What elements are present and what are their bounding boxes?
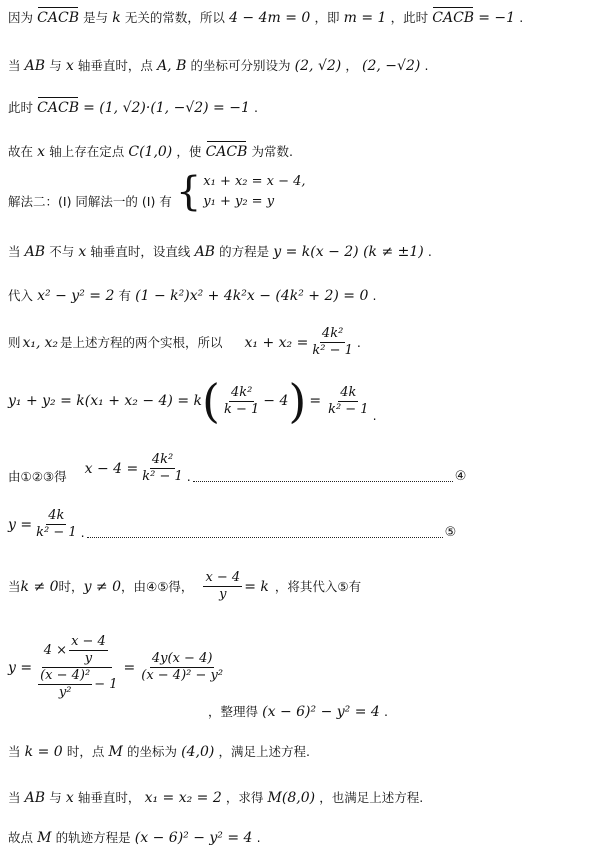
text: 当 (8, 744, 21, 759)
text: 与 (49, 58, 62, 73)
condition: k = 0 (24, 744, 63, 760)
vector-ca-cb: CACB (432, 10, 475, 26)
equation-rhs: = k (244, 578, 269, 595)
numerator: 4k² (230, 384, 253, 400)
math-ab: AB (24, 58, 46, 74)
denominator (34, 668, 119, 701)
denominator: k² − 1 (36, 525, 77, 540)
text: . (186, 469, 191, 484)
text: 与 (49, 790, 62, 805)
math-k: k (112, 10, 121, 26)
equation: m = 1 (343, 10, 387, 26)
paren-close: ) (288, 374, 307, 428)
text: 则 (8, 334, 21, 350)
text: . (356, 334, 361, 350)
text: ，由④⑤得， (121, 578, 194, 594)
inner-numerator: (x − 4)² (40, 668, 91, 683)
numerator: 4k² (151, 452, 174, 467)
equation-lhs: y = (8, 659, 33, 676)
numerator: x − 4 (205, 570, 241, 585)
coordinate: (4,0) (181, 744, 215, 760)
text: 是上述方程的两个实根，所以 (60, 334, 223, 350)
text: 时，点 (66, 744, 105, 759)
text: 代入 (8, 288, 34, 303)
text: . (519, 10, 524, 25)
line-13 (8, 634, 227, 701)
equation-lhs: y = (8, 516, 33, 533)
text: ，整理得 (208, 704, 259, 719)
text: ，满足上述方程. (218, 744, 310, 759)
text: . (427, 244, 432, 259)
inner-denominator: y² (58, 685, 72, 700)
paren-open: ( (202, 374, 220, 428)
point-m: M(8,0) (267, 790, 316, 806)
text: 因为 (8, 10, 34, 25)
dotted-leader (193, 471, 453, 482)
denominator: k − 1 (223, 401, 260, 417)
fraction (140, 452, 185, 485)
text: 的坐标可分别设为 (190, 58, 291, 73)
line-5 (8, 169, 306, 215)
math-x: x (37, 144, 46, 160)
denominator: k² − 1 (328, 401, 369, 417)
point-m: M (108, 744, 123, 760)
text: 由①②③得 (8, 469, 67, 484)
line-6 (8, 244, 432, 261)
equation: (x − 6)² − y² = 4 (134, 830, 253, 846)
equation: (1 − k²)x² + 4k²x − (4k² + 2) = 0 (135, 288, 369, 304)
equation: 4 − 4m = 0 (229, 10, 311, 26)
equation: = (1, √2)·(1, −√2) = −1 (83, 100, 250, 116)
numerator (42, 634, 112, 668)
text: 的坐标为 (126, 744, 177, 759)
math-term: − 4 (263, 393, 289, 409)
text: 有 (118, 288, 132, 303)
math-x1: x₁, (22, 334, 41, 351)
fraction (222, 385, 261, 418)
math-points: A, B (157, 58, 187, 74)
point-c: C(1,0) (128, 144, 173, 160)
text: 当 (8, 578, 21, 594)
text: 是与 (83, 10, 109, 25)
line-16 (8, 830, 261, 847)
denominator: k² − 1 (312, 343, 353, 358)
fraction (310, 326, 355, 359)
text: . (383, 704, 388, 719)
equation-marker: ④ (454, 469, 467, 484)
denominator: k² − 1 (142, 469, 183, 484)
text: 当 (8, 244, 21, 259)
equation: y = k(x − 2) (k ≠ ±1) (273, 244, 424, 260)
numerator: 4k² (321, 326, 344, 341)
line-4 (8, 144, 293, 161)
inner-denominator: y (84, 651, 93, 666)
system-row: x₁ + x₂ = x − 4, (203, 174, 306, 189)
numerator-coefficient: 4 × (43, 642, 68, 658)
text: 当 (8, 790, 21, 805)
fraction (203, 570, 242, 603)
text: 的方程是 (219, 244, 270, 259)
text: 为常数. (251, 144, 294, 159)
text: . (256, 830, 261, 845)
line-1 (8, 10, 523, 27)
math-x: x (78, 244, 87, 260)
equation: x₁ = x₂ = 2 (144, 790, 222, 806)
inner-fraction (38, 668, 92, 701)
line-2 (8, 58, 428, 75)
equation-marker: ⑤ (444, 525, 457, 540)
text: 轴垂直时，点 (77, 58, 153, 73)
text: 故在 (8, 144, 34, 159)
equation-lhs: x₁ + x₂ = (244, 334, 309, 351)
equation-lhs: x − 4 = (84, 460, 139, 477)
text: 轴垂直时，设直线 (90, 244, 191, 259)
numerator: 4k (340, 384, 357, 400)
text: 轴上存在定点 (49, 144, 125, 159)
math-x: x (65, 790, 74, 806)
math-ab: AB (24, 790, 46, 806)
text: . (80, 525, 85, 540)
text: . (254, 100, 258, 115)
equation: (x − 6)² − y² = 4 (262, 704, 380, 720)
text: . (424, 58, 429, 73)
denominator-tail: − 1 (94, 676, 118, 692)
coordinate: (2, √2) (294, 58, 342, 74)
line-15 (8, 790, 423, 807)
line-7 (8, 288, 377, 305)
line-14 (8, 744, 310, 761)
vector-ca-cb: CACB (205, 144, 248, 160)
equals: = (309, 393, 322, 409)
math-ab: AB (24, 244, 46, 260)
system-row: y₁ + y₂ = y (203, 194, 275, 209)
text: 不与 (49, 244, 75, 259)
line-13-result (208, 704, 388, 721)
text: 无关的常数，所以 (124, 10, 225, 25)
text: ，求得 (225, 790, 264, 805)
compound-fraction (34, 634, 119, 701)
text: . (372, 288, 377, 303)
point-m: M (37, 830, 52, 846)
inner-numerator: x − 4 (71, 634, 106, 649)
dotted-leader (87, 527, 443, 538)
vector-ca-cb: CACB (37, 100, 79, 116)
equation-lhs: y₁ + y₂ = k(x₁ + x₂ − 4) = k (8, 393, 203, 409)
text: ， (345, 58, 358, 73)
denominator: y (219, 587, 227, 602)
equation-system (175, 169, 306, 215)
text: 时， (58, 578, 84, 594)
inner-fraction (69, 634, 108, 667)
line-9 (8, 374, 377, 428)
line-8 (8, 326, 361, 359)
numerator: 4y(x − 4) (151, 651, 213, 666)
text: ，将其代入⑤有 (274, 578, 362, 594)
line-11 (8, 508, 456, 541)
equals: = (123, 659, 136, 676)
text: 轴垂直时， (77, 790, 141, 805)
numerator: 4k (48, 508, 65, 523)
text: 的轨迹方程是 (55, 830, 131, 845)
line-3 (8, 100, 258, 117)
text: 故点 (8, 830, 34, 845)
math-x2: x₂ (44, 334, 58, 351)
vector-ca-cb: CACB (37, 10, 79, 26)
text: 解法二：(I) 同解法一的 (I) 有 (8, 194, 172, 209)
text: 当 (8, 58, 21, 73)
text: ，也满足上述方程. (319, 790, 424, 805)
coordinate: (2, −√2) (362, 58, 421, 74)
line-12 (8, 570, 361, 603)
math-x: x (65, 58, 74, 74)
equation: = −1 (478, 10, 516, 26)
fraction (139, 651, 225, 684)
text: ，即 (314, 10, 340, 25)
math-ab: AB (194, 244, 215, 260)
fraction (34, 508, 79, 541)
text: . (372, 408, 377, 423)
denominator: (x − 4)² − y² (141, 668, 224, 683)
fraction (326, 385, 371, 418)
text: 此时 (8, 100, 34, 115)
line-10 (8, 452, 466, 485)
equation: x² − y² = 2 (37, 288, 115, 304)
brace: { (175, 169, 202, 215)
text: ，使 (176, 144, 202, 159)
text: ，此时 (390, 10, 429, 25)
condition: k ≠ 0 (20, 578, 59, 595)
condition: y ≠ 0 (83, 578, 122, 595)
